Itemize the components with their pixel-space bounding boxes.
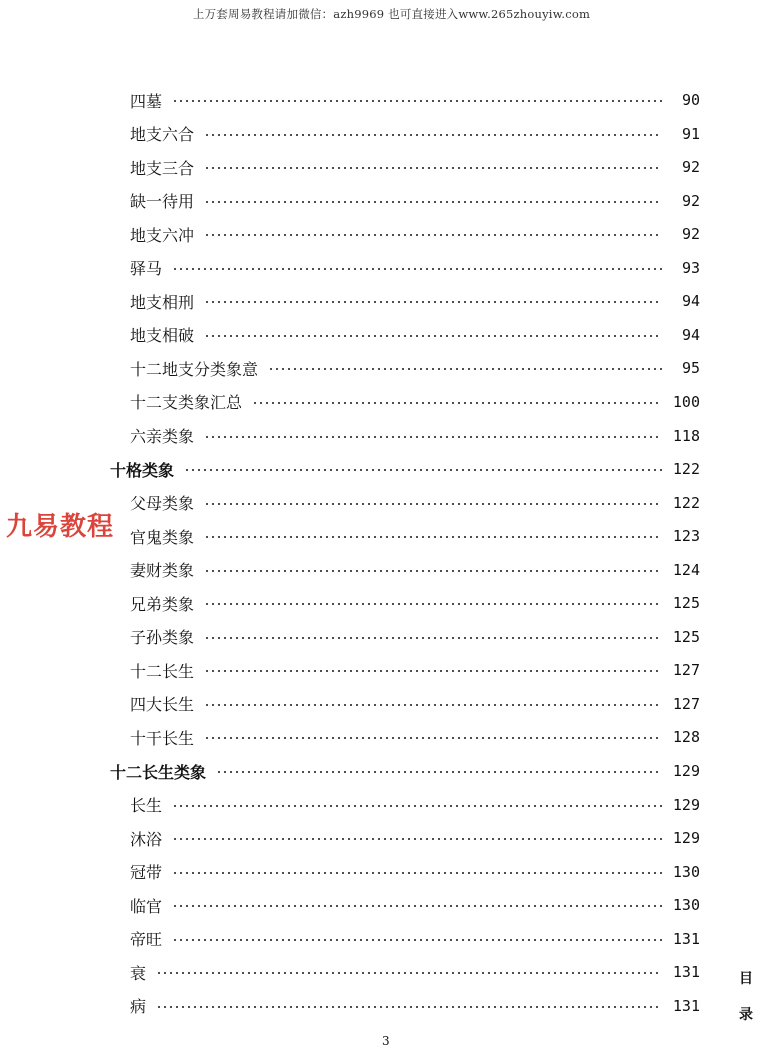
toc-entry-page: 131 xyxy=(672,963,700,982)
toc-entry-page: 122 xyxy=(672,493,700,512)
toc-entry[interactable] xyxy=(130,323,700,347)
toc-entry[interactable] xyxy=(130,893,700,917)
toc-entry[interactable] xyxy=(130,994,700,1018)
dot-leader xyxy=(204,167,662,169)
toc-entry-title: 十格类象 xyxy=(110,460,175,480)
toc-entry[interactable] xyxy=(130,860,700,884)
toc-entry[interactable] xyxy=(130,88,700,112)
toc-entry-page: 129 xyxy=(672,829,700,848)
toc-entry-page: 129 xyxy=(672,795,700,814)
dot-leader xyxy=(268,368,662,370)
toc-entry[interactable] xyxy=(130,155,700,179)
toc-entry-page: 125 xyxy=(672,627,700,646)
toc-entry-title: 父母类象 xyxy=(130,494,195,514)
toc-entry-title: 官鬼类象 xyxy=(130,527,195,547)
toc-entry[interactable] xyxy=(110,759,700,783)
toc-entry-title: 地支六冲 xyxy=(130,225,195,245)
toc-entry-title: 六亲类象 xyxy=(130,427,195,446)
toc-entry-page: 130 xyxy=(672,862,700,881)
dot-leader xyxy=(204,301,662,303)
dot-leader xyxy=(172,872,662,874)
page-number: 3 xyxy=(382,1034,390,1048)
dot-leader xyxy=(204,134,662,136)
toc-entry-page: 125 xyxy=(672,594,700,613)
dot-leader xyxy=(172,905,662,907)
toc-entry-title: 病 xyxy=(130,997,147,1017)
toc-entry-title: 地支相刑 xyxy=(130,292,195,312)
side-label-mu: 目 xyxy=(739,971,753,987)
toc-entry-title: 临官 xyxy=(130,896,163,916)
toc-entry[interactable] xyxy=(130,424,700,448)
toc-entry-page: 94 xyxy=(681,325,700,344)
dot-leader xyxy=(172,100,662,102)
toc-entry-title: 十二长生 xyxy=(130,661,195,681)
toc-entry[interactable] xyxy=(130,960,700,984)
toc-entry-title: 地支相破 xyxy=(130,326,195,346)
dot-leader xyxy=(204,603,662,605)
toc-entry[interactable] xyxy=(130,256,700,280)
toc-entry-page: 100 xyxy=(672,392,700,411)
toc-entry-title: 长生 xyxy=(130,796,163,816)
toc-entry[interactable] xyxy=(130,826,700,850)
toc-entry[interactable] xyxy=(130,524,700,548)
toc-entry-page: 95 xyxy=(681,359,700,378)
toc-entry-page: 128 xyxy=(672,728,700,747)
toc-entry[interactable] xyxy=(130,491,700,515)
dot-leader xyxy=(204,536,662,538)
toc-entry[interactable] xyxy=(130,558,700,582)
toc-entry-title: 衰 xyxy=(130,963,147,983)
toc-entry-title: 地支六合 xyxy=(130,125,195,145)
toc-entry-page: 90 xyxy=(681,91,700,109)
toc-entry[interactable] xyxy=(130,625,700,649)
toc-entry-page: 94 xyxy=(681,292,700,311)
toc-entry-title: 四大长生 xyxy=(130,695,195,715)
dot-leader xyxy=(156,1006,662,1008)
dot-leader xyxy=(204,201,662,203)
toc-entry-page: 91 xyxy=(681,124,700,143)
dot-leader xyxy=(204,737,662,739)
dot-leader xyxy=(204,234,662,236)
toc-entry-page: 127 xyxy=(672,661,700,680)
toc-entry-page: 118 xyxy=(672,426,700,445)
dot-leader xyxy=(172,939,662,941)
toc-entry-title: 妻财类象 xyxy=(130,561,195,581)
dot-leader xyxy=(216,771,662,773)
toc-entry[interactable] xyxy=(130,692,700,716)
dot-leader xyxy=(172,838,662,840)
dot-leader xyxy=(204,436,662,438)
toc-entry-page: 92 xyxy=(681,225,700,244)
toc-entry[interactable] xyxy=(130,222,700,246)
side-label-lu: 录 xyxy=(739,1007,753,1023)
toc-entry-page: 123 xyxy=(672,527,700,546)
toc-entry[interactable] xyxy=(130,390,700,414)
toc-entry-title: 四墓 xyxy=(130,91,163,111)
toc-entry-page: 129 xyxy=(672,762,700,780)
toc-entry[interactable] xyxy=(130,793,700,817)
toc-entry-title: 兄弟类象 xyxy=(130,594,195,614)
toc-entry-page: 124 xyxy=(672,560,700,579)
dot-leader xyxy=(156,972,662,974)
page-header: 上万套周易教程请加微信：azh9969 也可直接进入www.265zhouyiw.com xyxy=(192,7,591,21)
dot-leader xyxy=(204,503,662,505)
toc-entry-title: 十二地支分类象意 xyxy=(130,359,259,379)
toc-entry-title: 沐浴 xyxy=(130,829,163,849)
toc-entry-page: 122 xyxy=(672,460,700,479)
toc-entry[interactable] xyxy=(130,289,700,313)
toc-entry-title: 子孙类象 xyxy=(130,628,195,648)
toc-entry-page: 93 xyxy=(681,258,700,277)
toc-entry-title: 帝旺 xyxy=(130,930,163,950)
toc-entry-page: 92 xyxy=(681,191,700,210)
toc-entry[interactable] xyxy=(130,189,700,213)
toc-entry[interactable] xyxy=(130,927,700,951)
toc-entry[interactable] xyxy=(130,356,700,380)
dot-leader xyxy=(204,670,662,672)
dot-leader xyxy=(184,469,662,471)
dot-leader xyxy=(204,704,662,706)
toc-entry-page: 131 xyxy=(672,996,700,1015)
toc-entry-title: 地支三合 xyxy=(130,158,195,178)
toc-entry[interactable] xyxy=(130,725,700,749)
dot-leader xyxy=(204,335,662,337)
dot-leader xyxy=(252,402,662,404)
toc-entry-page: 92 xyxy=(681,158,700,177)
toc-entry-page: 127 xyxy=(672,694,700,713)
toc-entry[interactable] xyxy=(130,658,700,682)
dot-leader xyxy=(172,268,662,270)
toc-entry[interactable] xyxy=(130,591,700,615)
toc-entry-title: 十二支类象汇总 xyxy=(130,393,243,413)
toc-entry-page: 130 xyxy=(672,896,700,915)
watermark-logo: 九易教程 xyxy=(6,512,115,542)
toc-entry-title: 十干长生 xyxy=(130,728,195,748)
toc-entry-title: 缺一待用 xyxy=(130,192,195,212)
toc-entry[interactable] xyxy=(130,122,700,146)
dot-leader xyxy=(204,570,662,572)
toc-entry-title: 驿马 xyxy=(130,259,163,279)
dot-leader xyxy=(204,637,662,639)
toc-entry-title: 十二长生类象 xyxy=(110,762,207,782)
toc-entry-page: 131 xyxy=(672,929,700,948)
toc-entry[interactable] xyxy=(110,457,700,481)
dot-leader xyxy=(172,805,662,807)
toc-entry-title: 冠带 xyxy=(130,863,163,883)
